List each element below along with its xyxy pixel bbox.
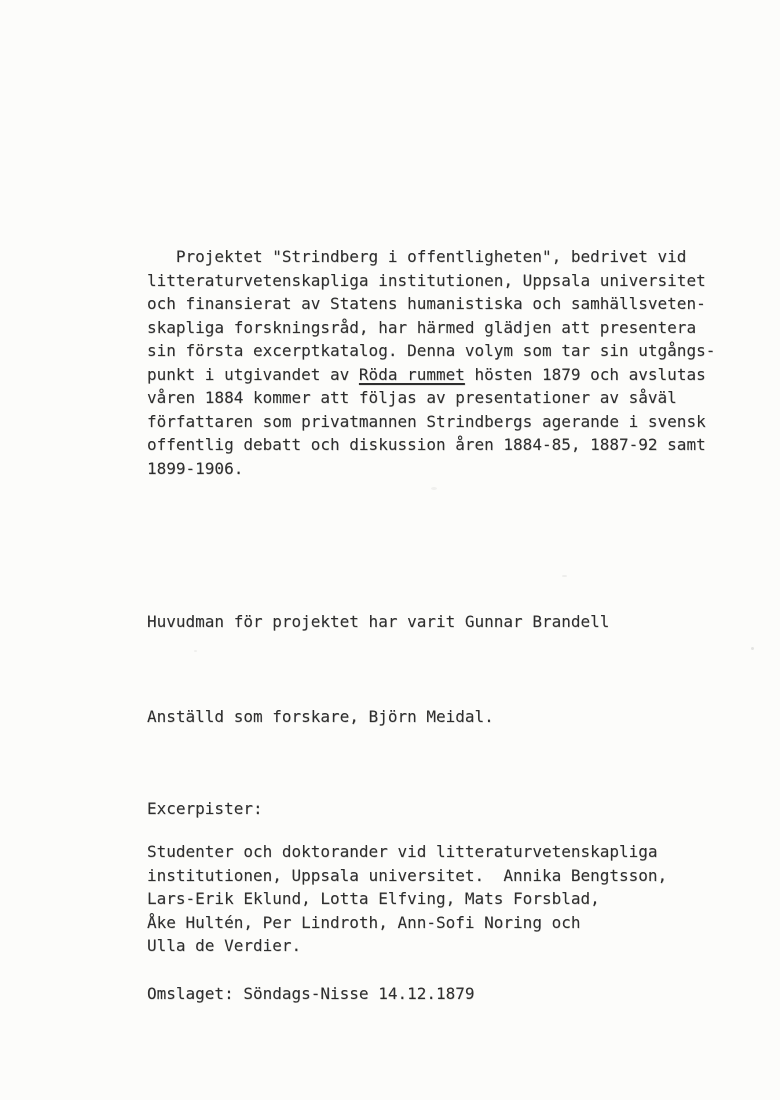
paragraph-line: författaren som privatmannen Strindbergs agerande i svensk xyxy=(147,411,706,431)
paragraph-line: litteraturvetenskapliga institutionen, Uppsala universitet xyxy=(147,270,706,290)
excerpister-line: institutionen, Uppsala universitet. Annika Bengtsson, xyxy=(147,865,668,885)
scan-speck xyxy=(194,650,197,652)
paragraph-line: våren 1884 kommer att följas av presentationer av såväl xyxy=(147,388,677,407)
paragraph-line: Projektet "Strindberg i offentligheten", bedrivet vid xyxy=(147,247,687,266)
book-title-roda-rummet: Röda rummet xyxy=(358,364,465,384)
scan-speck xyxy=(751,647,754,650)
scan-speck xyxy=(562,575,567,577)
excerpister-line: Lars-Erik Eklund, Lotta Elfving, Mats Forsblad, xyxy=(147,889,600,908)
project-description-paragraph xyxy=(147,245,715,480)
paragraph-line-pre: punkt i utgivandet av xyxy=(147,364,359,384)
excerpister-line: Studenter och doktorander vid litteraturvetenskapliga xyxy=(147,842,658,861)
huvudman-line: Huvudman för projektet har varit Gunnar Brandell xyxy=(147,612,610,631)
paragraph-line: offentlig debatt och diskussion åren 1884-85, 1887-92 samt xyxy=(147,435,706,454)
excerpister-line: Åke Hultén, Per Lindroth, Ann-Sofi Noring och xyxy=(147,912,581,932)
omslaget-credit xyxy=(147,982,475,1006)
anstalld-statement xyxy=(147,705,494,729)
anstalld-line: Anställd som forskare, Björn Meidal. xyxy=(147,707,494,726)
omslaget-line: Omslaget: Söndags-Nisse 14.12.1879 xyxy=(147,984,475,1003)
paragraph-line-with-title xyxy=(147,363,715,387)
paragraph-line: 1899-1906. xyxy=(147,458,244,478)
paragraph-line: och finansierat av Statens humanistiska och samhällsveten- xyxy=(147,294,706,313)
huvudman-statement xyxy=(147,610,609,634)
scan-speck xyxy=(431,487,437,490)
paragraph-line: skapliga forskningsråd, har härmed glädjen att presentera xyxy=(147,317,697,337)
excerpister-heading-line: Excerpister: xyxy=(147,799,263,818)
excerpister-heading xyxy=(147,797,263,821)
excerpister-line: Ulla de Verdier. xyxy=(147,936,302,955)
paragraph-line: sin första excerptkatalog. Denna volym som tar sin utgångs- xyxy=(147,341,716,360)
paragraph-line-post: hösten 1879 och avslutas xyxy=(464,364,706,384)
excerpister-list xyxy=(147,840,667,958)
